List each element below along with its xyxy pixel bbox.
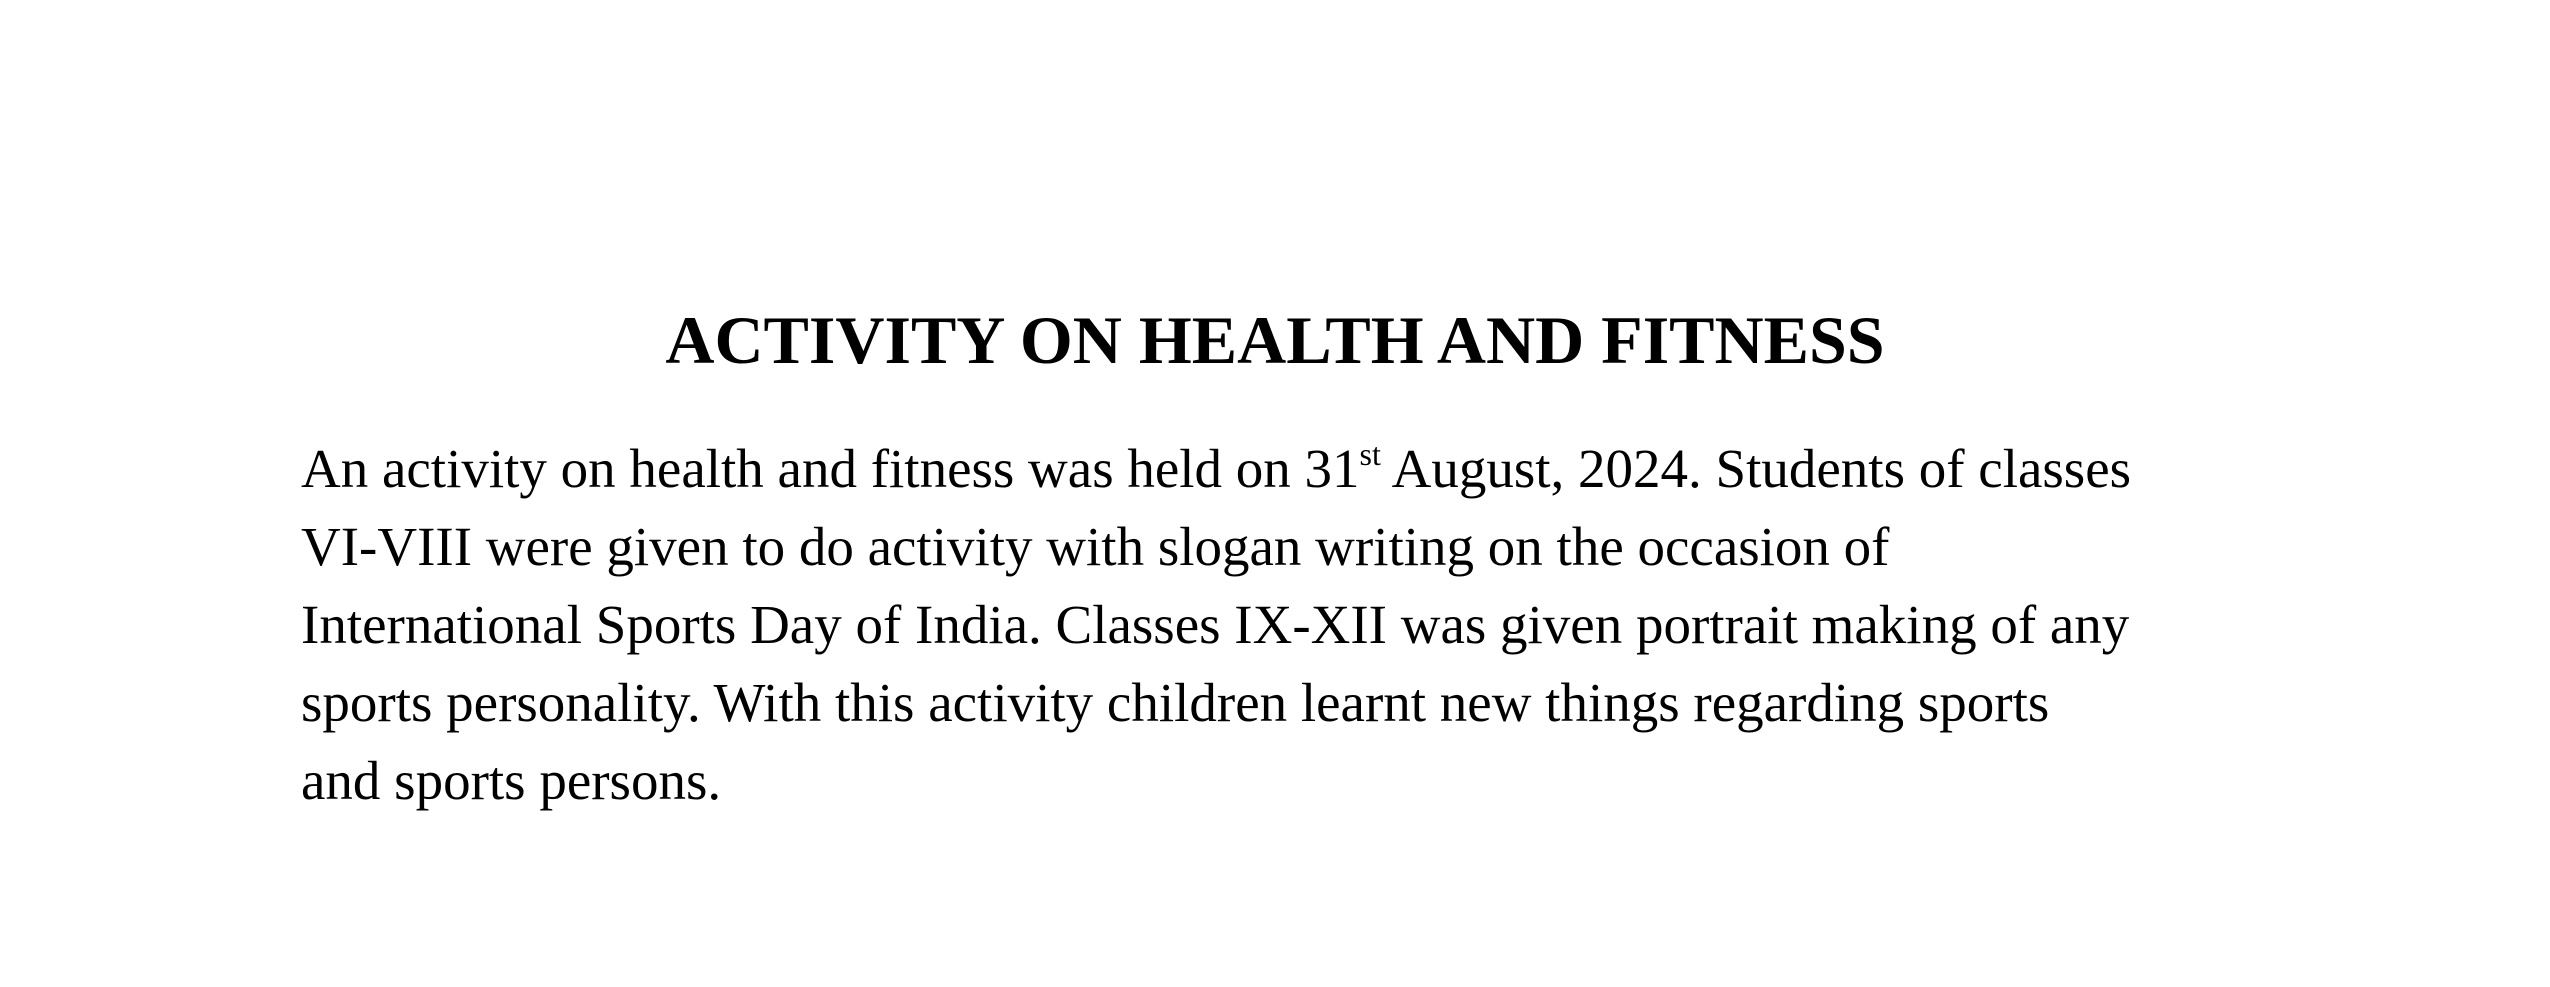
paragraph-line-1	[301, 430, 2301, 508]
paragraph-line-5: and sports persons.	[301, 750, 722, 811]
paragraph-line-2: VI-VIII were given to do activity with slogan writing on the occasion of	[301, 516, 1890, 577]
paragraph-line-3: International Sports Day of India. Classes IX-XII was given portrait making of any	[301, 594, 2130, 655]
ordinal-suffix: st	[1359, 436, 1381, 472]
document-title: ACTIVITY ON HEALTH AND FITNESS	[665, 302, 1885, 378]
line-1-text-start: An activity on health and fitness was held on 31	[301, 438, 1360, 499]
paragraph-line-4: sports personality. With this activity children learnt new things regarding sports	[301, 672, 2050, 733]
body-paragraph	[301, 430, 2301, 820]
line-1-text-end: August, 2024. Students of classes	[1380, 438, 2132, 499]
